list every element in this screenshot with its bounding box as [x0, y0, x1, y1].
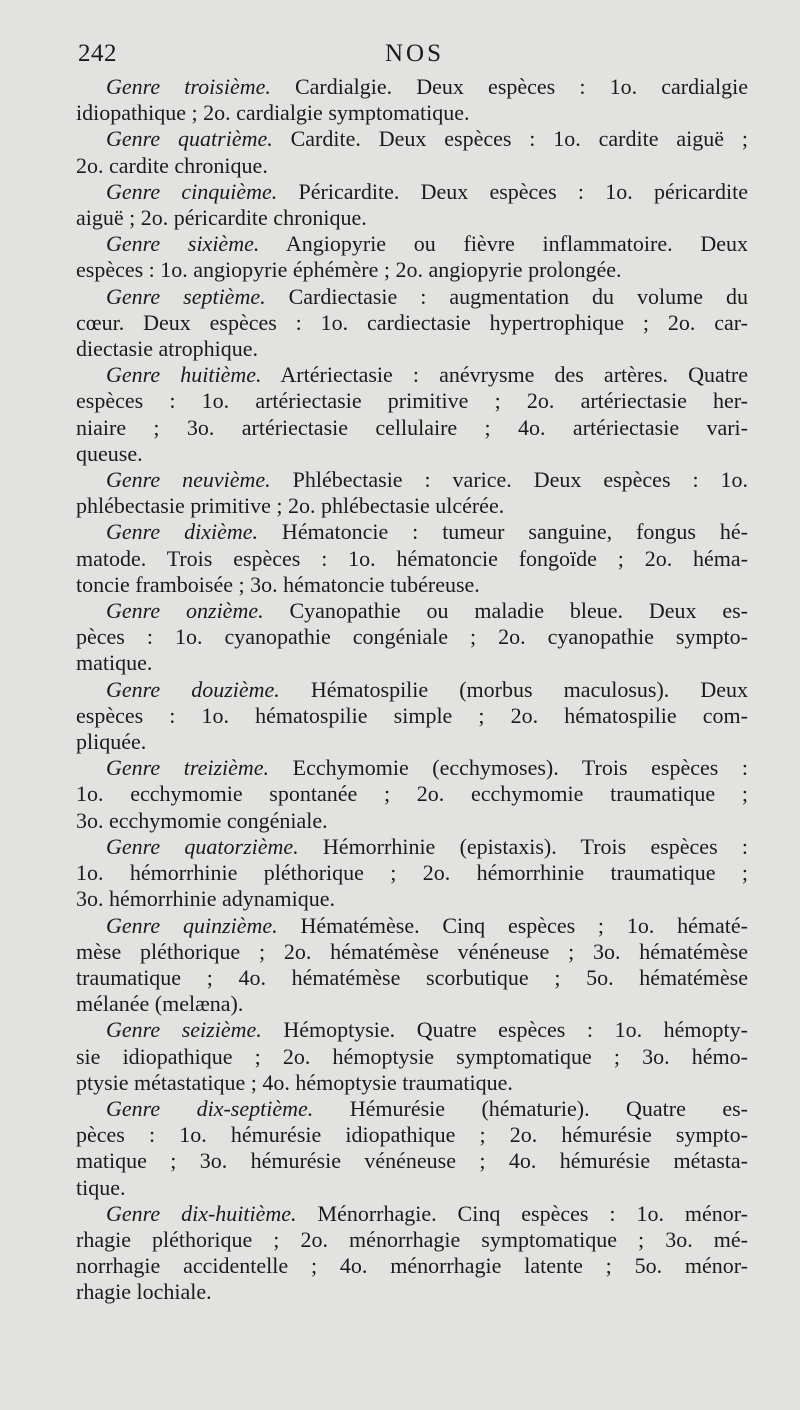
- entry-first-line: [76, 467, 748, 493]
- entry-line: tique.: [76, 1174, 126, 1200]
- genre-label: Genre douzième.: [106, 676, 280, 702]
- genre-label: Genre cinquième.: [106, 178, 278, 204]
- entry-line: 1o. hémorrhinie pléthorique ; 2o. hémorrhinie traumatique ;: [76, 860, 748, 886]
- entry-text: Ecchymomie (ecchymoses). Trois espèces :: [269, 755, 748, 781]
- entry-line: espèces : 1o. artériectasie primitive ; 2o. artériectasie her-: [76, 388, 748, 414]
- entry-first-line: [76, 834, 748, 860]
- entry-line: 3o. hémorrhinie adynamique.: [76, 886, 336, 912]
- entry-line: toncie framboisée ; 3o. hématoncie tubéreuse.: [76, 571, 480, 597]
- genre-entry: [76, 677, 748, 756]
- genre-label: Genre dixième.: [106, 519, 258, 545]
- entry-text: Péricardite. Deux espèces : 1o. péricardite: [277, 178, 748, 204]
- entry-line: mélanée (melæna).: [76, 991, 244, 1017]
- entry-first-line: [76, 1096, 748, 1122]
- entry-first-line: [76, 677, 748, 703]
- genre-entry: [76, 179, 748, 231]
- entry-line: matique ; 3o. hémurésie vénéneuse ; 4o. hémurésie métasta-: [76, 1148, 748, 1174]
- entry-text: Cardialgie. Deux espèces : 1o. cardialgie: [270, 74, 748, 99]
- entry-text: Ménorrhagie. Cinq espèces : 1o. ménor-: [296, 1200, 748, 1226]
- genre-entry: [76, 74, 748, 126]
- entry-text: Phlébectasie : varice. Deux espèces : 1o.: [270, 467, 748, 493]
- genre-entry: [76, 913, 748, 1018]
- entry-line: niaire ; 3o. artériectasie cellulaire ; 4o. artériectasie vari-: [76, 414, 748, 440]
- entry-line: mèse pléthorique ; 2o. hématémèse vénéneuse ; 3o. hématémèse: [76, 938, 748, 964]
- genre-entry: [76, 467, 748, 519]
- genre-label: Genre sixième.: [106, 231, 260, 257]
- entry-text: Hémorrhinie (epistaxis). Trois espèces :: [298, 833, 748, 859]
- entry-first-line: [76, 755, 748, 781]
- genre-entry: [76, 519, 748, 598]
- entry-line: rhagie pléthorique ; 2o. ménorrhagie symptomatique ; 3o. mé-: [76, 1226, 748, 1252]
- genre-label: Genre septième.: [106, 283, 266, 309]
- genre-label: Genre treizième.: [106, 755, 270, 781]
- entry-text: Hématospilie (morbus maculosus). Deux: [279, 676, 748, 702]
- entry-text: Cardite. Deux espèces : 1o. cardite aiguë ;: [272, 126, 748, 152]
- genre-label: Genre dix-septième.: [106, 1095, 314, 1121]
- entry-line: idiopathique ; 2o. cardialgie symptomatique.: [76, 100, 470, 126]
- entry-first-line: [76, 1017, 748, 1043]
- genre-label: Genre huitième.: [106, 362, 262, 388]
- entry-line: cœur. Deux espèces : 1o. cardiectasie hypertrophique ; 2o. car-: [76, 309, 748, 335]
- entry-text: Hématoncie : tumeur sanguine, fongus hé-: [258, 519, 748, 545]
- genre-entry: [76, 598, 748, 677]
- entry-line: pèces : 1o. hémurésie idiopathique ; 2o. hémurésie sympto-: [76, 1122, 748, 1148]
- genre-label: Genre quinzième.: [106, 912, 278, 938]
- entry-text: Hématémèse. Cinq espèces ; 1o. hématé-: [277, 912, 748, 938]
- entry-first-line: [76, 519, 748, 545]
- page-header: [0, 40, 800, 76]
- entry-first-line: [76, 126, 748, 152]
- genre-entry: [76, 362, 748, 467]
- entry-first-line: [76, 1201, 748, 1227]
- entry-line: espèces : 1o. angiopyrie éphémère ; 2o. angiopyrie prolongée.: [76, 257, 622, 283]
- entry-line: queuse.: [76, 440, 143, 466]
- entry-first-line: [76, 74, 748, 100]
- genre-label: Genre dix-huitième.: [106, 1200, 297, 1226]
- body-text: [76, 74, 748, 1306]
- entry-line: pliquée.: [76, 729, 147, 755]
- entry-line: pèces : 1o. cyanopathie congéniale ; 2o. cyanopathie sympto-: [76, 624, 748, 650]
- entry-line: 3o. ecchymomie congéniale.: [76, 807, 328, 833]
- genre-entry: [76, 755, 748, 834]
- entry-first-line: [76, 913, 748, 939]
- entry-line: sie idiopathique ; 2o. hémoptysie symptomatique ; 3o. hémo-: [76, 1043, 748, 1069]
- page-number: 242: [78, 40, 117, 67]
- entry-line: matode. Trois espèces : 1o. hématoncie fongoïde ; 2o. héma-: [76, 545, 748, 571]
- genre-label: Genre seizième.: [106, 1017, 262, 1043]
- genre-label: Genre troisième.: [106, 74, 271, 99]
- genre-entry: [76, 284, 748, 363]
- entry-line: matique.: [76, 650, 153, 676]
- genre-entry: [76, 1017, 748, 1096]
- entry-first-line: [76, 284, 748, 310]
- genre-label: Genre quatorzième.: [106, 833, 299, 859]
- genre-label: Genre quatrième.: [106, 126, 273, 152]
- genre-entry: [76, 231, 748, 283]
- entry-line: diectasie atrophique.: [76, 336, 259, 362]
- genre-entry: [76, 1096, 748, 1201]
- entry-line: espèces : 1o. hématospilie simple ; 2o. hématospilie com-: [76, 702, 748, 728]
- running-head: NOS: [385, 40, 445, 67]
- entry-line: phlébectasie primitive ; 2o. phlébectasie ulcérée.: [76, 493, 505, 519]
- entry-line: norrhagie accidentelle ; 4o. ménorrhagie latente ; 5o. ménor-: [76, 1253, 748, 1279]
- entry-line: traumatique ; 4o. hématémèse scorbutique ; 5o. hématémèse: [76, 964, 748, 990]
- entry-first-line: [76, 598, 748, 624]
- entry-line: ptysie métastatique ; 4o. hémoptysie traumatique.: [76, 1069, 513, 1095]
- entry-text: Artériectasie : anévrysme des artères. Quatre: [261, 362, 749, 388]
- entry-first-line: [76, 179, 748, 205]
- entry-line: 1o. ecchymomie spontanée ; 2o. ecchymomie traumatique ;: [76, 781, 748, 807]
- entry-text: Cyanopathie ou maladie bleue. Deux es-: [263, 598, 748, 624]
- entry-text: Hémoptysie. Quatre espèces : 1o. hémopty-: [261, 1017, 748, 1043]
- genre-label: Genre neuvième.: [106, 467, 271, 493]
- genre-entry: [76, 126, 748, 178]
- entry-text: Angiopyrie ou fièvre inflammatoire. Deux: [259, 231, 748, 257]
- genre-entry: [76, 834, 748, 913]
- entry-line: rhagie lochiale.: [76, 1279, 212, 1305]
- genre-label: Genre onzième.: [106, 598, 264, 624]
- entry-text: Cardiectasie : augmentation du volume du: [265, 283, 748, 309]
- entry-line: aiguë ; 2o. péricardite chronique.: [76, 205, 367, 231]
- entry-first-line: [76, 362, 748, 388]
- entry-line: 2o. cardite chronique.: [76, 152, 268, 178]
- genre-entry: [76, 1201, 748, 1306]
- entry-first-line: [76, 231, 748, 257]
- entry-text: Hémurésie (hématurie). Quatre es-: [313, 1095, 748, 1121]
